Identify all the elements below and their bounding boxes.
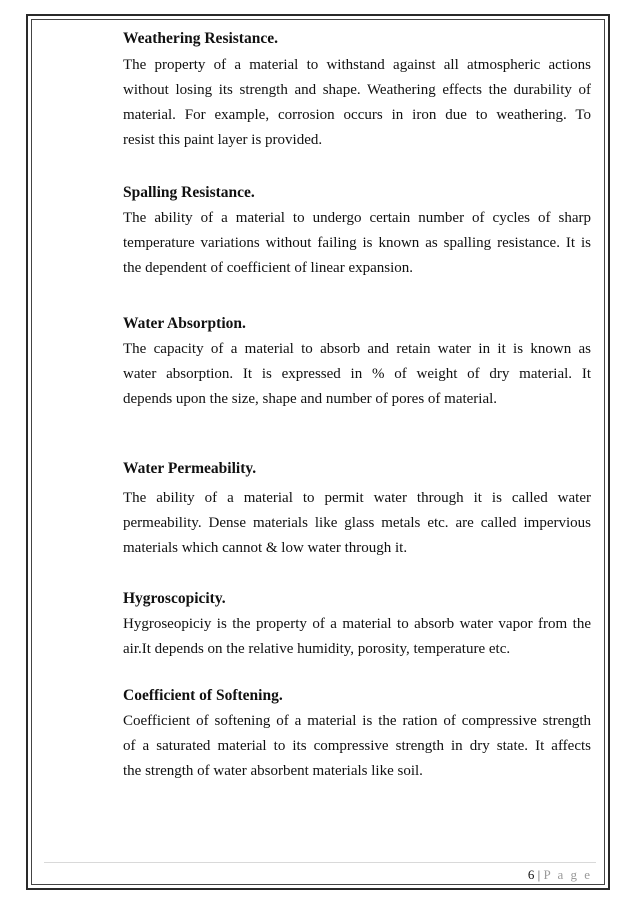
paragraph-line: without losing its strength and shape. Weathering effects the durability of — [123, 82, 591, 98]
paragraph-line: water absorption. It is expressed in % of weight of dry material. It — [123, 366, 591, 382]
section-heading: Weathering Resistance. — [123, 30, 278, 47]
section-heading: Coefficient of Softening. — [123, 687, 283, 704]
section-coefficient-of-softening — [123, 685, 593, 784]
paragraph-line: The capacity of a material to absorb and retain water in it is known as — [123, 341, 591, 357]
paragraph-line: material. For example, corrosion occurs in iron due to weathering. To — [123, 107, 591, 123]
paragraph-line: permeability. Dense materials like glass metals etc. are called impervious — [123, 515, 591, 531]
section-paragraph — [123, 53, 591, 153]
section-water-permeability — [123, 458, 593, 561]
paragraph-line: the dependent of coefficient of linear expansion. — [123, 260, 414, 276]
paragraph-line: of a saturated material to its compressive strength in dry state. It affects — [123, 738, 591, 754]
section-spalling-resistance — [123, 182, 593, 281]
paragraph-line: materials which cannot & low water through it. — [123, 540, 408, 556]
paragraph-line: depends upon the size, shape and number of pores of material. — [123, 391, 498, 407]
section-paragraph — [123, 337, 591, 412]
section-heading: Water Permeability. — [123, 460, 257, 477]
paragraph-line: air.It depends on the relative humidity, porosity, temperature etc. — [123, 641, 511, 657]
section-weathering-resistance — [123, 28, 593, 153]
section-paragraph — [123, 206, 591, 281]
paragraph-line: The property of a material to withstand against all atmospheric actions — [123, 57, 591, 73]
footer-separator: | — [537, 867, 541, 882]
section-heading: Hygroscopicity. — [123, 590, 226, 607]
page-label: P a g e — [543, 867, 592, 882]
paragraph-line: the strength of water absorbent materials like soil. — [123, 763, 423, 779]
section-heading: Water Absorption. — [123, 315, 246, 332]
section-paragraph — [123, 612, 591, 662]
section-hygroscopicity — [123, 588, 593, 662]
paragraph-line: The ability of a material to undergo certain number of cycles of sharp — [123, 210, 591, 226]
footer-divider — [44, 862, 596, 863]
section-paragraph — [123, 709, 591, 784]
paragraph-line: temperature variations without failing is known as spalling resistance. It is — [123, 235, 591, 251]
page-number: 6 — [527, 867, 535, 882]
paragraph-line: Hygroseopiciy is the property of a material to absorb water vapor from the — [123, 616, 591, 632]
page-footer — [528, 866, 592, 884]
paragraph-line: Coefficient of softening of a material is the ration of compressive strength — [123, 713, 591, 729]
section-heading: Spalling Resistance. — [123, 184, 255, 201]
section-water-absorption — [123, 313, 593, 412]
paragraph-line: resist this paint layer is provided. — [123, 132, 323, 148]
paragraph-line: The ability of a material to permit water through it is called water — [123, 490, 591, 506]
section-paragraph — [123, 486, 591, 561]
